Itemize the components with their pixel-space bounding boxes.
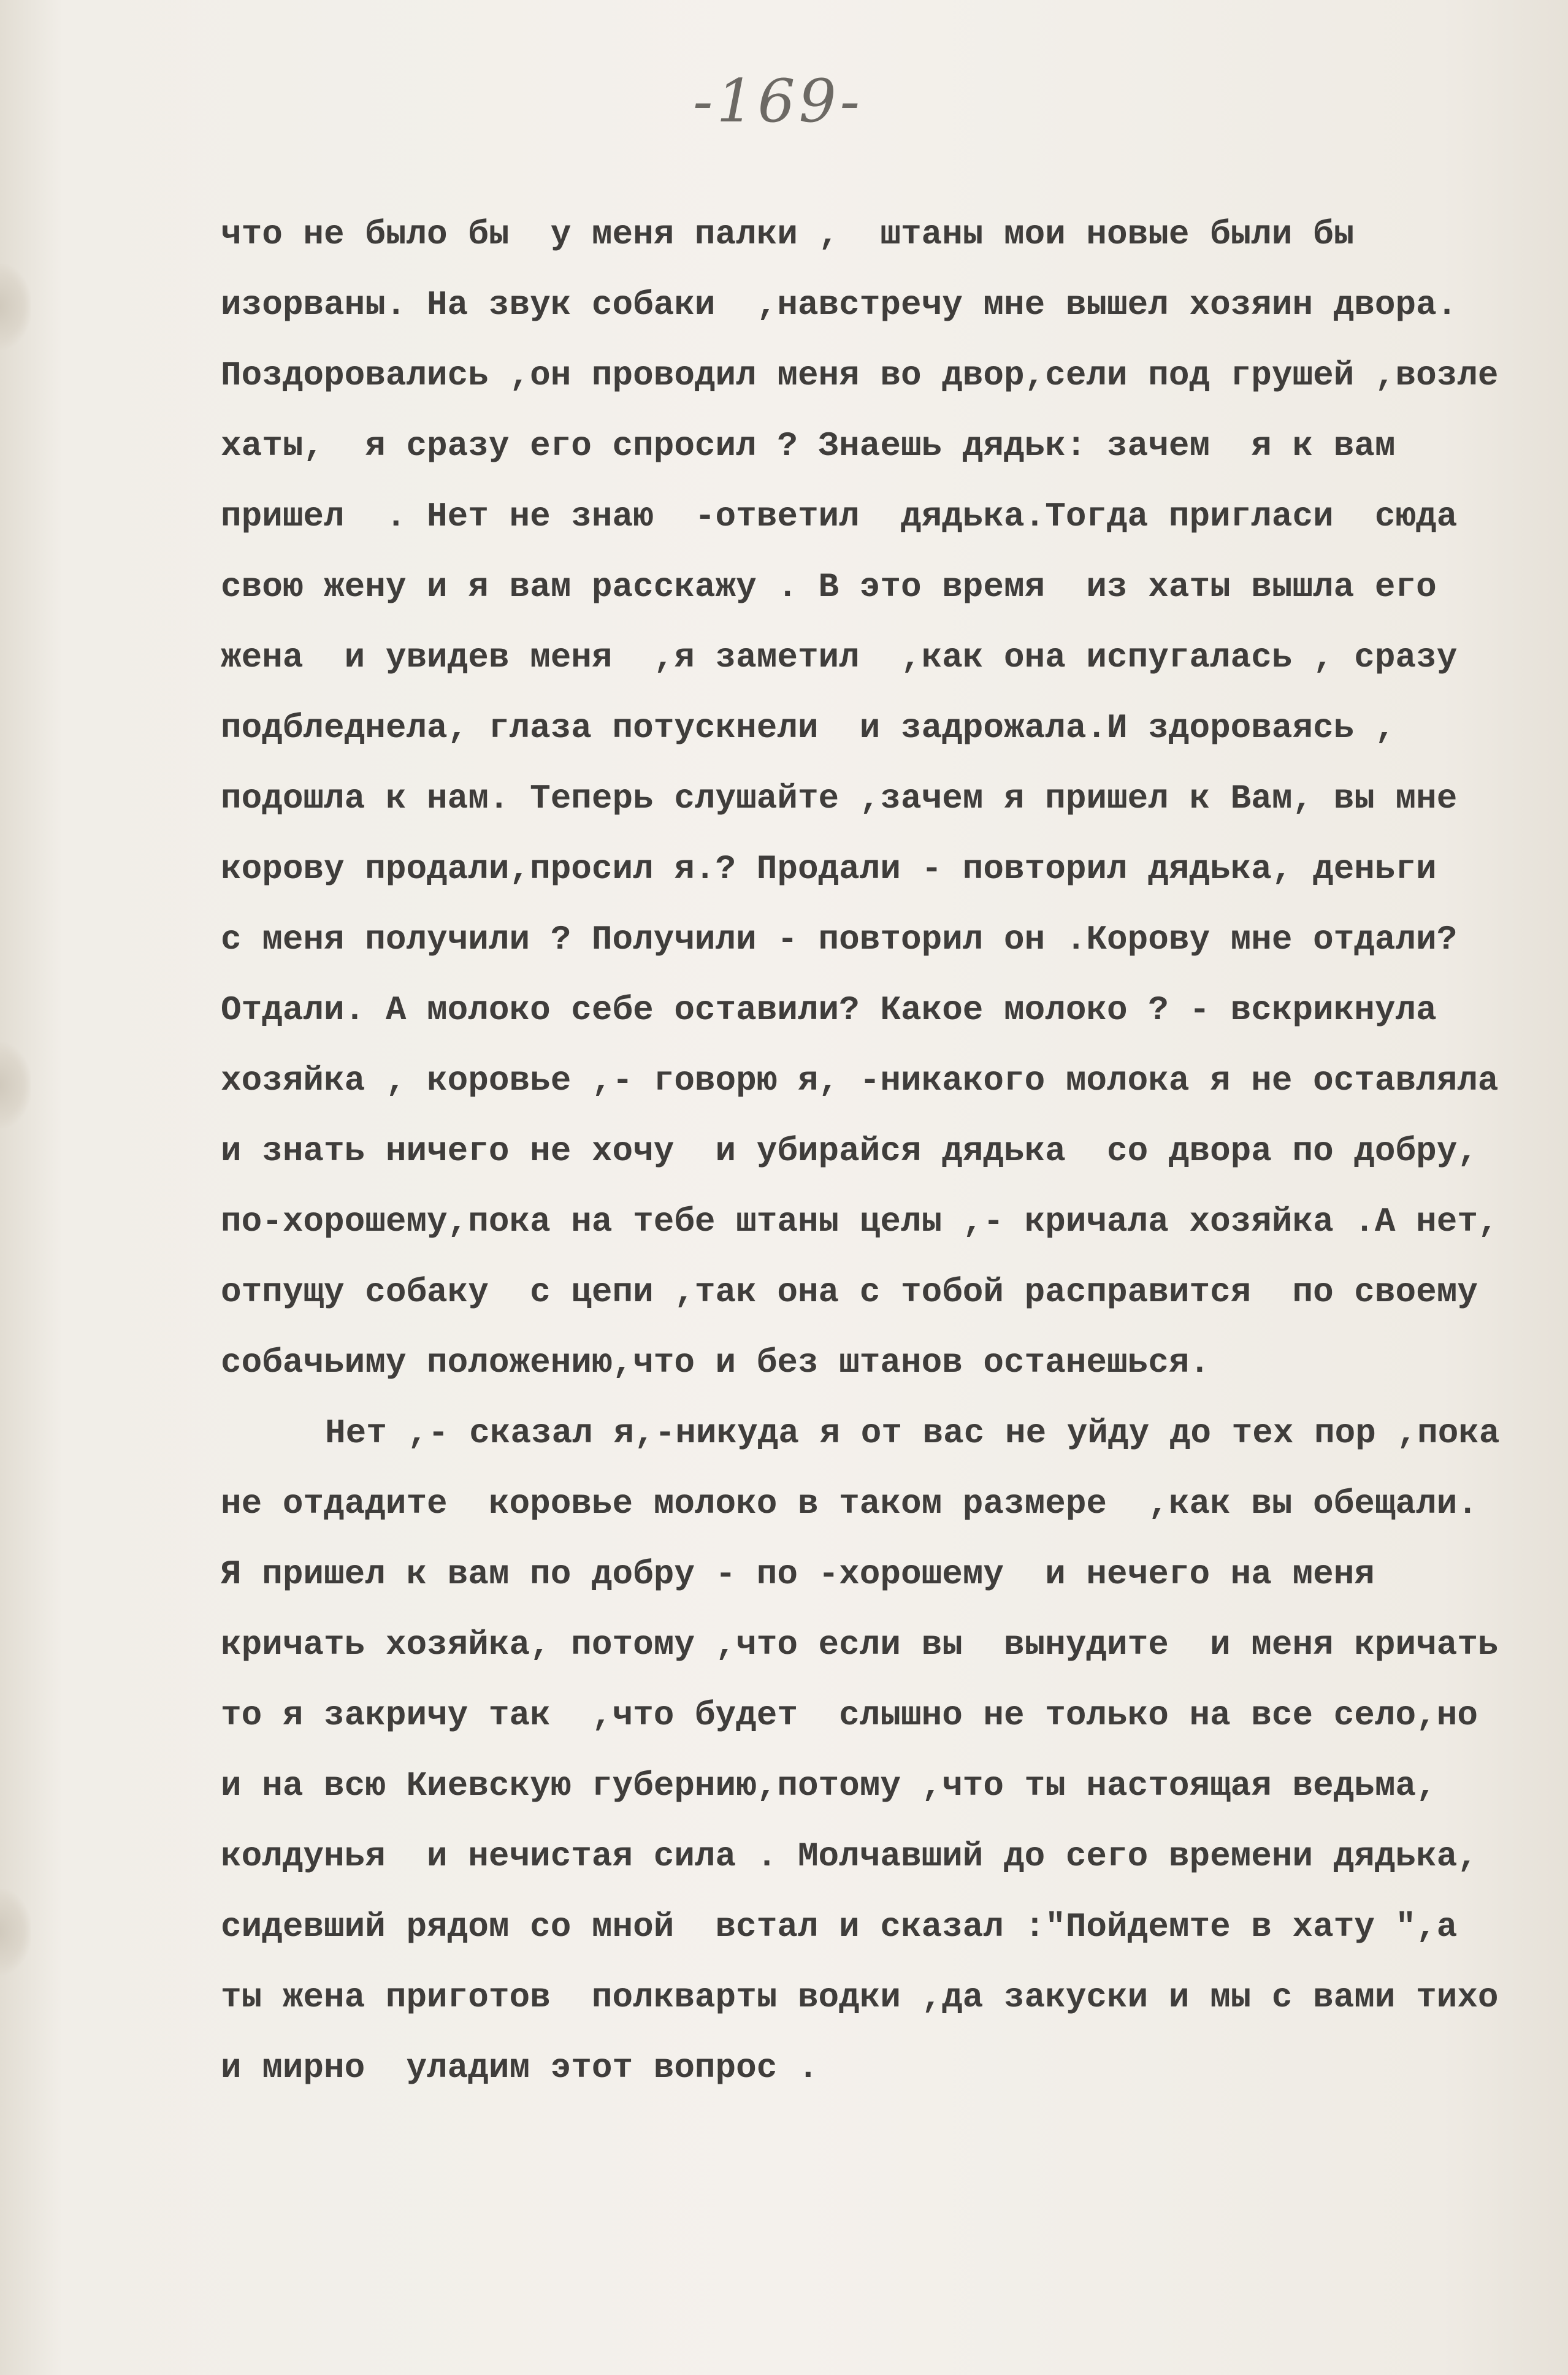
text-line: изорваны. На звук собаки ,навстречу мне вышел хозяин двора. (221, 285, 1458, 324)
punch-hole-mark (0, 1889, 31, 1975)
text-line: сидевший рядом со мной встал и сказал :"Пойдемте в хату ",а (221, 1907, 1458, 1946)
text-line: подбледнела, глаза потускнели и задрожала.И здороваясь , (221, 708, 1396, 748)
text-line: и мирно уладим этот вопрос . (221, 2048, 819, 2087)
text-line: корову продали,просил я.? Продали - повторил дядька, деньги (221, 849, 1437, 889)
punch-hole-mark (0, 264, 31, 350)
text-line: Отдали. А молоко себе оставили? Какое молоко ? - вскрикнула (221, 990, 1437, 1030)
text-line: хаты, я сразу его спросил ? Знаешь дядьк: зачем я к вам (221, 426, 1396, 465)
text-line: то я закричу так ,что будет слышно не только на все село,но (221, 1696, 1478, 1735)
text-line: не отдадите коровье молоко в таком размере ,как вы обещали. (221, 1484, 1478, 1523)
typed-body-text (221, 199, 1564, 2103)
text-line: по-хорошему,пока на тебе штаны целы ,- кричала хозяйка .А нет, (221, 1202, 1499, 1241)
text-line: хозяйка , коровье ,- говорю я, -никакого молока я не оставляла (221, 1061, 1499, 1100)
text-line: колдунья и нечистая сила . Молчавший до сего времени дядька, (221, 1837, 1478, 1876)
text-line: подошла к нам. Теперь слушайте ,зачем я пришел к Вам, вы мне (221, 779, 1458, 818)
text-line: Я пришел к вам по добру - по -хорошему и нечего на меня (221, 1555, 1375, 1594)
text-line: свою жену и я вам расскажу . В это время из хаты вышла его (221, 567, 1437, 606)
text-line: и на всю Киевскую губернию,потому ,что ты настоящая ведьма, (221, 1766, 1437, 1805)
text-line: пришел . Нет не знаю -ответил дядька.Тогда пригласи сюда (221, 497, 1458, 536)
text-line: отпущу собаку с цепи ,так она с тобой расправится по своему (221, 1272, 1478, 1312)
text-line: Нет ,- сказал я,-никуда я от вас не уйду до тех пор ,пока (325, 1413, 1500, 1453)
text-line: и знать ничего не хочу и убирайся дядька со двора по добру, (221, 1131, 1478, 1171)
text-line: кричать хозяйка, потому ,что если вы вынудите и меня кричать (221, 1625, 1499, 1664)
text-line: жена и увидев меня ,я заметил ,как она испугалась , сразу (221, 638, 1458, 677)
text-line: собачьиму положению,что и без штанов останешься. (221, 1343, 1210, 1382)
text-line: ты жена приготов полкварты водки ,да закуски и мы с вами тихо (221, 1978, 1499, 2017)
punch-hole-mark (0, 1042, 31, 1128)
page-number: -169- (693, 67, 864, 136)
text-line: Поздоровались ,он проводил меня во двор,сели под грушей ,возле (221, 356, 1499, 395)
text-line: что не было бы у меня палки , штаны мои новые были бы (221, 215, 1355, 254)
text-line: с меня получили ? Получили - повторил он .Корову мне отдали? (221, 920, 1458, 959)
